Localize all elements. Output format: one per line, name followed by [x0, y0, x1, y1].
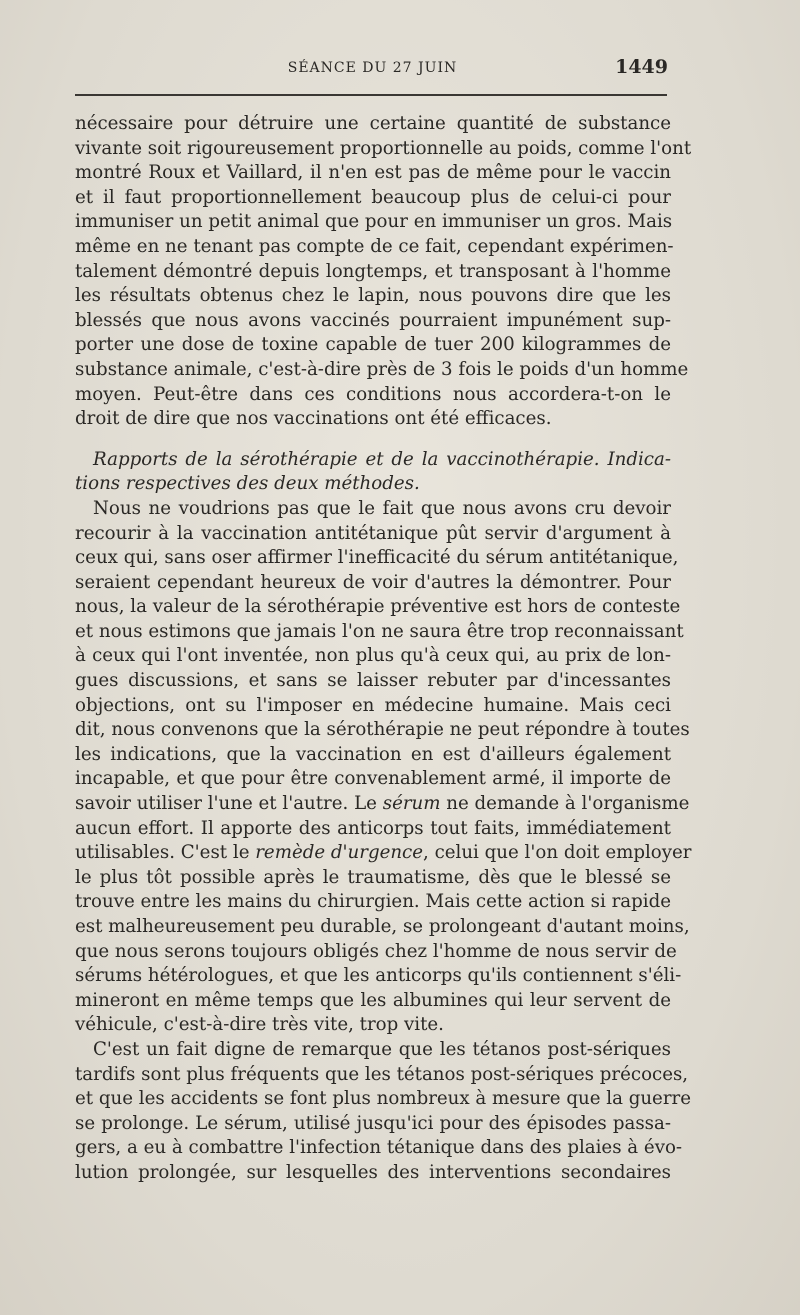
text-line: blessés que nous avons vaccinés pourraient impunément sup-	[75, 309, 671, 331]
paragraph-2	[75, 497, 692, 1038]
text-line: seraient cependant heureux de voir d'autres la démontrer. Pour	[75, 571, 671, 593]
text-line: les résultats obtenus chez le lapin, nous pouvons dire que les	[75, 285, 671, 307]
text-line: à ceux qui l'ont inventée, non plus qu'à ceux qui, au prix de lon-	[75, 645, 671, 667]
text-line: nécessaire pour détruire une certaine quantité de substance	[75, 113, 671, 134]
text-line: moyen. Peut-être dans ces conditions nous accordera-t-on le	[75, 383, 671, 405]
text-line: montré Roux et Vaillard, il n'en est pas de même pour le vaccin	[75, 162, 671, 184]
text-line: incapable, et que pour être convenablement armé, il importe de	[75, 768, 671, 790]
text-line: lution prolongée, sur lesquelles des interventions secondaires	[75, 1161, 671, 1183]
text-line: et nous estimons que jamais l'on ne saura être trop reconnaissant	[75, 620, 684, 642]
text-line: est malheureusement peu durable, se prolongeant d'autant moins,	[75, 916, 690, 937]
subheading-line: tions respectives des deux méthodes.	[75, 473, 420, 495]
paragraph-gap	[75, 432, 671, 448]
subheading-line: Rapports de la sérothérapie et de la vaccinothérapie. Indica-	[93, 448, 671, 470]
text-line: sérums hétérologues, et que les anticorps qu'ils contiennent s'éli-	[75, 965, 682, 987]
text-line	[75, 792, 690, 817]
text-line: Nous ne voudrions pas que le fait que nous avons cru devoir	[93, 497, 671, 519]
text-line: mineront en même temps que les albumines qui leur servent de	[75, 989, 671, 1011]
text-line: substance animale, c'est-à-dire près de 3 fois le poids d'un homme	[75, 358, 689, 380]
text-line: que nous serons toujours obligés chez l'homme de nous servir de	[75, 940, 677, 962]
section-subheading	[75, 448, 671, 497]
text-line: même en ne tenant pas compte de ce fait, cependant expérimen-	[75, 235, 674, 257]
text-line: gers, a eu à combattre l'infection tétanique dans des plaies à évo-	[75, 1137, 683, 1159]
paragraph-3	[75, 1038, 691, 1186]
text-line: porter une dose de toxine capable de tuer 200 kilogrammes de	[75, 334, 671, 356]
text-line	[75, 841, 692, 866]
text-line: C'est un fait digne de remarque que les tétanos post-sériques	[93, 1038, 671, 1060]
paragraph-1	[75, 112, 692, 432]
header-rule	[75, 94, 667, 96]
italic-term: remède d'urgence	[255, 842, 424, 864]
text-line: droit de dire que nos vaccinations ont été efficaces.	[75, 408, 552, 430]
text-line: aucun effort. Il apporte des anticorps tout faits, immédiatement	[75, 817, 671, 839]
text-line: trouve entre les mains du chirurgien. Mais cette action si rapide	[75, 891, 671, 913]
text-segment: ne demande à l'organisme	[440, 793, 690, 815]
text-line: talement démontré depuis longtemps, et transposant à l'homme	[75, 260, 671, 282]
text-line: dit, nous convenons que la sérothérapie ne peut répondre à toutes	[75, 719, 690, 741]
text-line: nous, la valeur de la sérothérapie préventive est hors de conteste	[75, 596, 681, 618]
page-number: 1449	[615, 56, 668, 78]
text-body	[75, 112, 692, 1186]
text-line: et il faut proportionnellement beaucoup plus de celui-ci pour	[75, 186, 671, 208]
text-line: se prolonge. Le sérum, utilisé jusqu'ici pour des épisodes passa-	[75, 1112, 671, 1134]
text-segment: utilisables. C'est le	[75, 842, 256, 864]
text-line: vivante soit rigoureusement proportionnelle au poids, comme l'ont	[75, 137, 692, 159]
text-line: ceux qui, sans oser affirmer l'inefficacité du sérum antitétanique,	[75, 547, 679, 569]
text-line: les indications, que la vaccination en est d'ailleurs également	[75, 743, 671, 765]
text-line: immuniser un petit animal que pour en immuniser un gros. Mais	[75, 211, 673, 233]
text-segment: savoir utiliser l'une et l'autre. Le	[75, 793, 377, 815]
text-segment: , celui que l'on doit employer	[423, 842, 692, 864]
text-line: gues discussions, et sans se laisser rebuter par d'incessantes	[75, 670, 671, 692]
text-line: tardifs sont plus fréquents que les tétanos post-sériques précoces,	[75, 1063, 689, 1085]
text-line: recourir à la vaccination antitétanique pût servir d'argument à	[75, 522, 671, 544]
italic-term: sérum	[382, 793, 441, 815]
text-line: véhicule, c'est-à-dire très vite, trop vite.	[75, 1014, 444, 1036]
text-line: objections, ont su l'imposer en médecine humaine. Mais ceci	[75, 694, 671, 716]
running-title: SÉANCE DU 27 JUIN	[287, 60, 458, 76]
text-line: et que les accidents se font plus nombreux à mesure que la guerre	[75, 1088, 691, 1110]
page-header	[75, 58, 670, 84]
text-line: le plus tôt possible après le traumatisme, dès que le blessé se	[75, 866, 671, 888]
